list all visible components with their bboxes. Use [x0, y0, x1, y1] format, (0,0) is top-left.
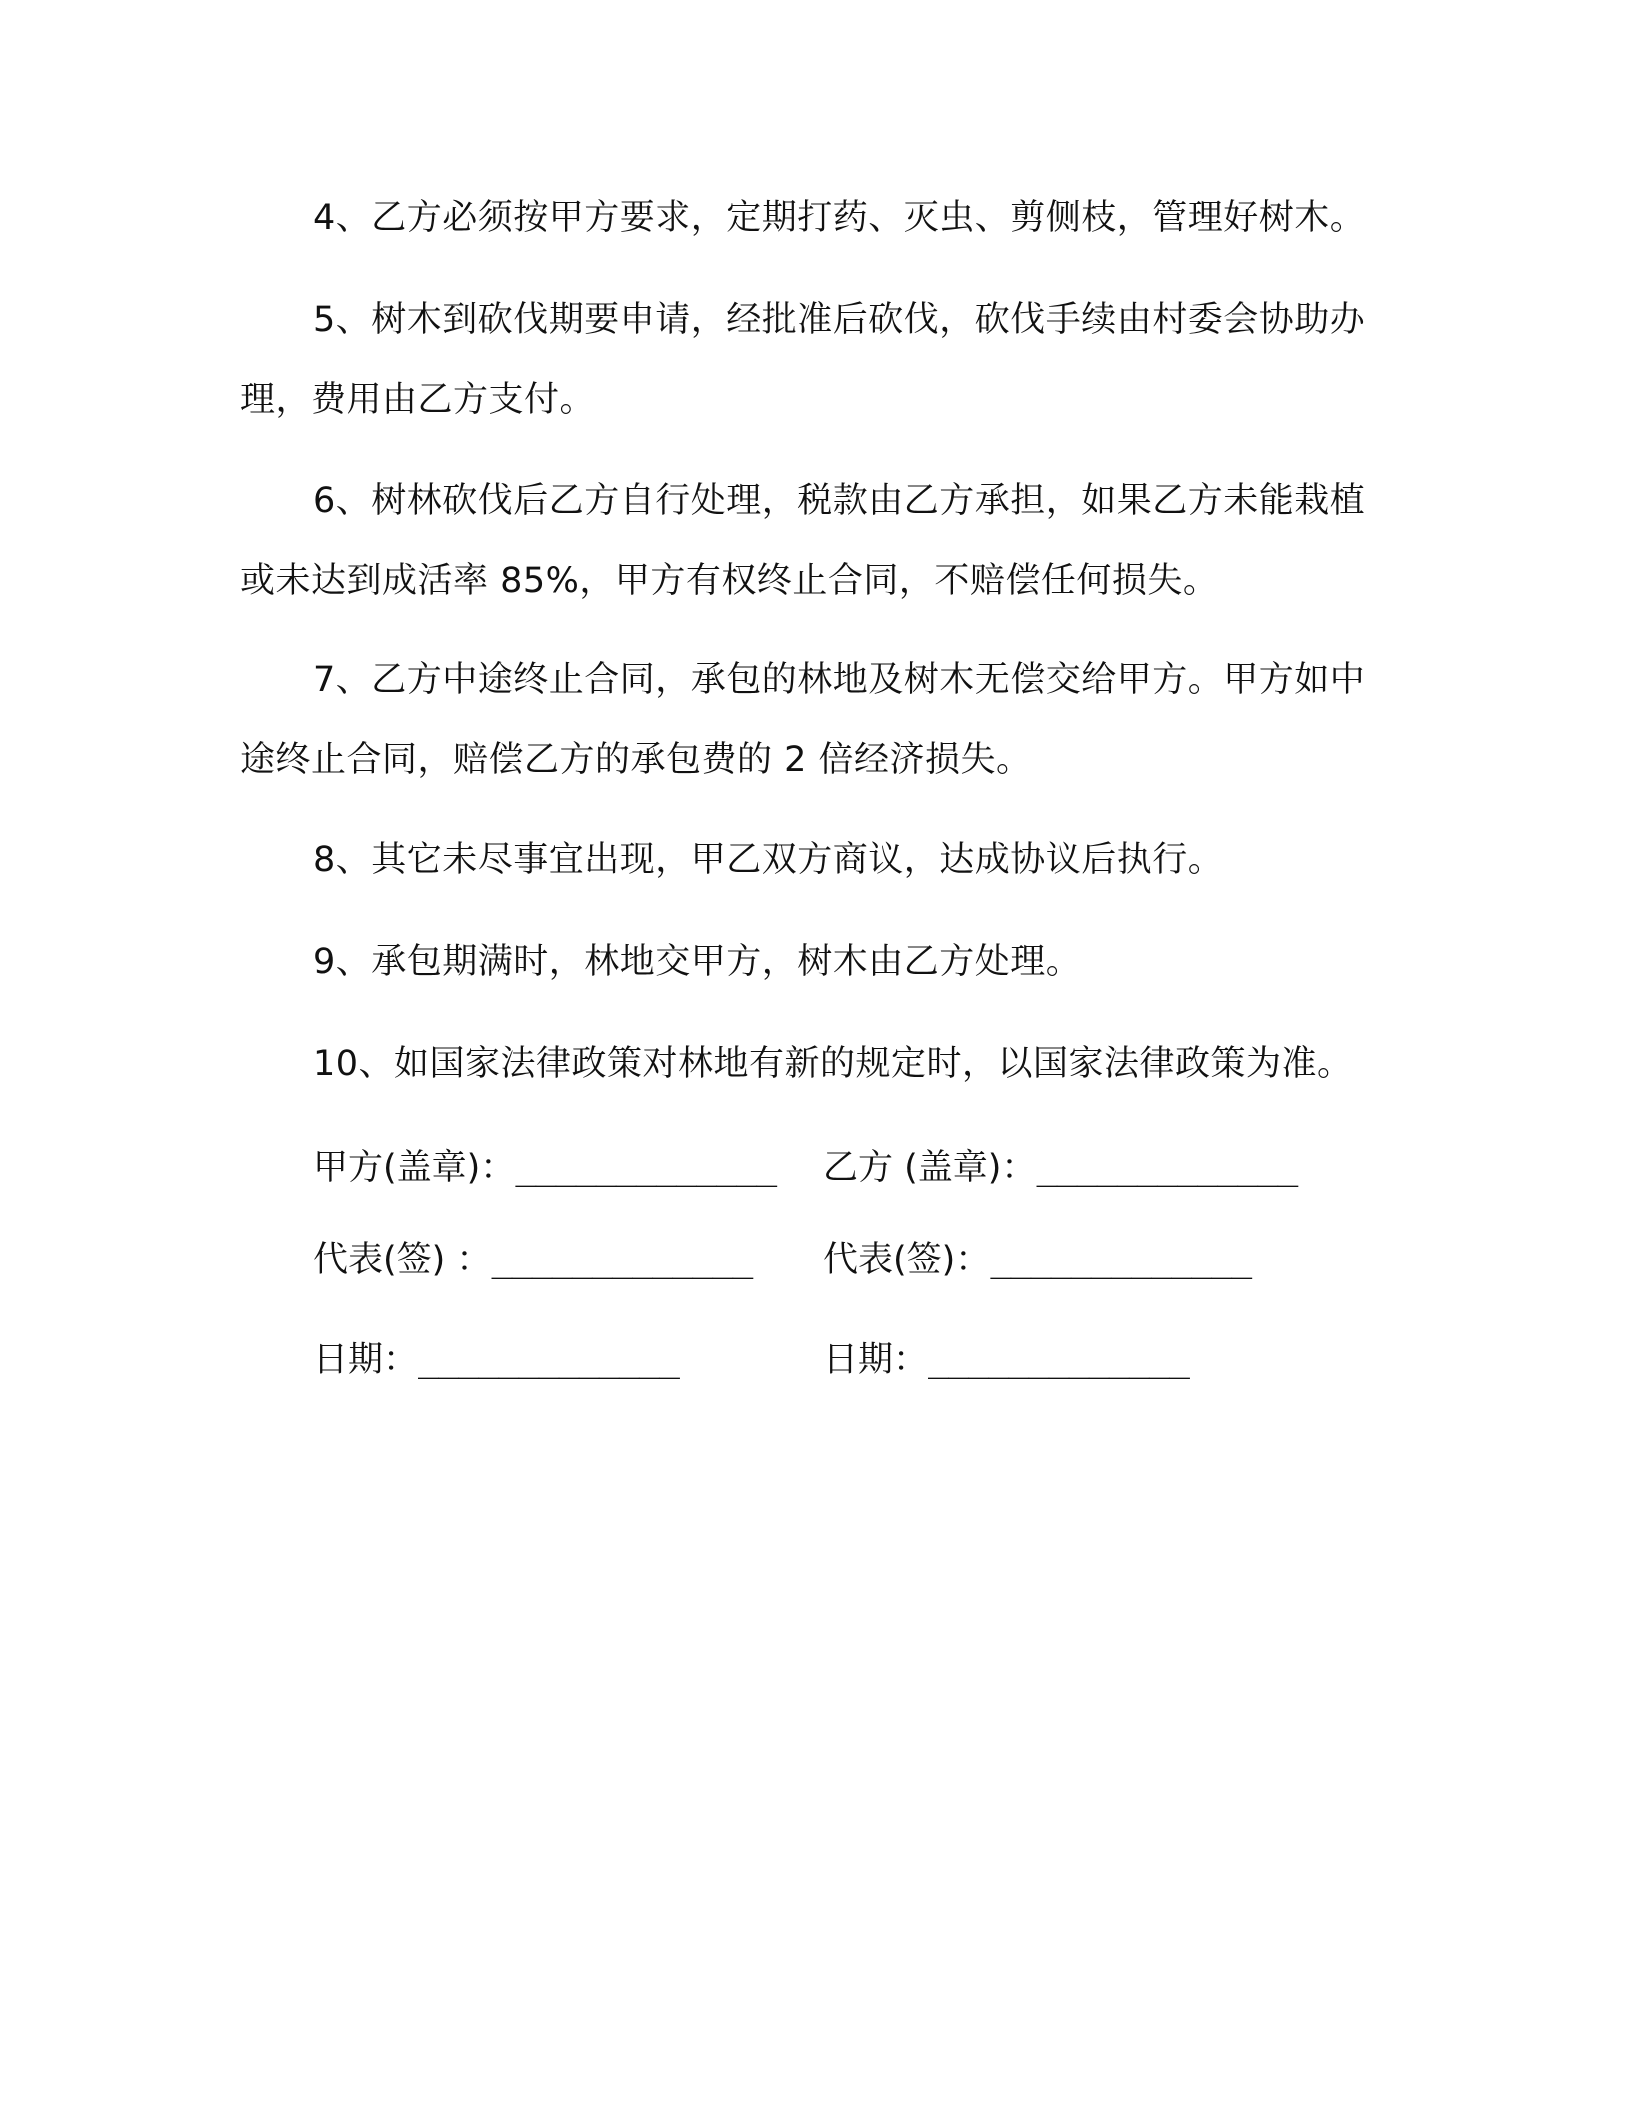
party-b-rep-field	[823, 1230, 1251, 1290]
party-b-date-blank[interactable]: _____________	[928, 1340, 1189, 1380]
clause-7: 7、乙方中途终止合同，承包的林地及树木无偿交给甲方。甲方如中途终止合同，赔偿乙方的承包费的 2 倍经济损失。	[240, 660, 1366, 780]
party-a-seal-field	[313, 1138, 776, 1198]
signature-row-date	[0, 1330, 1632, 1390]
party-a-date-field	[313, 1330, 679, 1390]
clause-4: 4、乙方必须按甲方要求，定期打药、灭虫、剪侧枝，管理好树木。	[313, 198, 1366, 238]
party-b-seal-blank[interactable]: _____________	[1036, 1148, 1298, 1188]
party-a-rep-label: 代表(签) ：	[313, 1240, 492, 1280]
party-a-date-blank[interactable]: _____________	[418, 1340, 679, 1380]
signature-row-seal	[0, 1138, 1632, 1198]
clause-5: 5、树木到砍伐期要申请，经批准后砍伐，砍伐手续由村委会协助办理，费用由乙方支付。	[240, 300, 1366, 420]
party-a-rep-blank[interactable]: _____________	[491, 1240, 753, 1280]
party-b-seal-field	[823, 1138, 1297, 1198]
party-b-seal-label: 乙方 (盖章)：	[823, 1148, 1037, 1188]
clause-10: 10、如国家法律政策对林地有新的规定时，以国家法律政策为准。	[313, 1044, 1353, 1084]
party-b-date-field	[823, 1330, 1189, 1390]
party-b-date-label: 日期：	[823, 1340, 929, 1380]
clause-8: 8、其它未尽事宜出现，甲乙双方商议，达成协议后执行。	[313, 840, 1224, 880]
clause-6: 6、树林砍伐后乙方自行处理，税款由乙方承担，如果乙方未能栽植或未达到成活率 85%，甲方有权终止合同，不赔偿任何损失。	[240, 481, 1366, 601]
party-a-rep-field	[313, 1230, 752, 1290]
party-a-seal-label: 甲方(盖章)：	[313, 1148, 516, 1188]
party-a-date-label: 日期：	[313, 1340, 419, 1380]
party-a-seal-blank[interactable]: _____________	[515, 1148, 777, 1188]
party-b-rep-label: 代表(签)：	[823, 1240, 991, 1280]
signature-row-representative	[0, 1230, 1632, 1290]
party-b-rep-blank[interactable]: _____________	[990, 1240, 1252, 1280]
clause-9: 9、承包期满时，林地交甲方，树木由乙方处理。	[313, 942, 1082, 982]
